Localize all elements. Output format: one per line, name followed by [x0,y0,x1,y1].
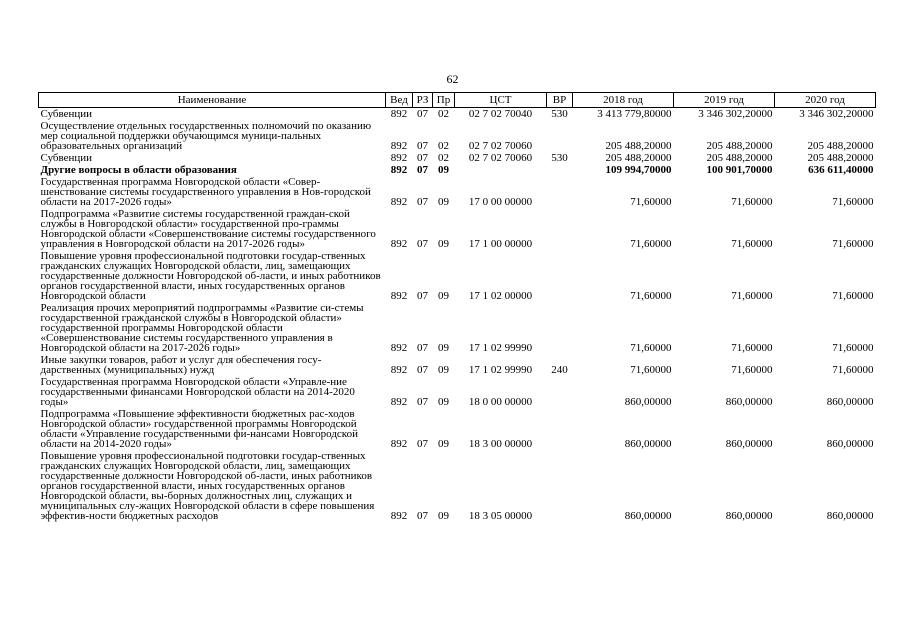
row-rz: 07 [417,108,428,120]
row-rz: 07 [417,396,428,408]
page-number: 62 [446,72,459,86]
table-row [39,450,876,522]
table-row [39,250,876,302]
row-2019: 71,60000 [731,196,773,208]
row-2018: 860,00000 [624,438,672,450]
row-pr: 09 [438,238,449,250]
table-row [39,208,876,250]
row-name: Субвенции [40,152,93,164]
header-2018: 2018 год [573,93,674,108]
row-name: Подпрограмма «Развитие системы государственной граждан-ской службы в Новгородской области» государственной про-граммы Новгородской области «Совершенствование системы государственного управления в Новгородской области на 2017-2026 годы» [40,208,376,250]
row-ved: 892 [390,196,408,208]
row-cst: 17 1 02 99990 [468,364,533,376]
table-row [39,176,876,208]
row-2020: 636 611,40000 [808,164,874,176]
table-row [39,108,876,121]
row-2018: 860,00000 [624,396,672,408]
row-vr [547,408,573,450]
row-pr: 09 [438,396,449,408]
row-2020: 71,60000 [832,238,874,250]
row-name: Реализация прочих мероприятий подпрограммы «Развитие си-стемы государственной гражданской службы в Новгородской области» государственной программы Новгородской области «Совершенствование системы государственного управления в Новгородской области на 2017-2026 годы» [40,302,364,354]
row-ved: 892 [390,364,408,376]
row-2020: 860,00000 [826,396,874,408]
row-rz: 07 [417,164,428,176]
row-name: Повышение уровня профессиональной подготовки государ-ственных гражданских служащих Новгородской области, лиц, замещающих государственные должности Новгородской об-ласти, и иных работников органов государственной власти, иных государственных органов Новгородской области [40,250,381,302]
row-cst [455,164,547,176]
row-ved: 892 [390,238,408,250]
table-row [39,152,876,164]
row-ved: 892 [390,108,408,120]
row-2019: 71,60000 [731,290,773,302]
header-ved: Вед [386,93,413,108]
row-vr [547,164,573,176]
row-2019: 71,60000 [731,238,773,250]
table-row [39,354,876,376]
row-2020: 71,60000 [832,196,874,208]
row-2020: 860,00000 [826,438,874,450]
row-ved: 892 [390,290,408,302]
row-cst: 02 7 02 70060 [468,152,533,164]
row-pr: 02 [438,108,449,120]
row-ved: 892 [390,140,408,152]
row-2018: 71,60000 [630,364,672,376]
row-ved: 892 [390,342,408,354]
header-rz: РЗ [413,93,433,108]
row-2018: 3 413 779,80000 [597,108,672,120]
row-2018: 71,60000 [630,196,672,208]
row-2019: 205 488,20000 [706,140,773,152]
row-rz: 07 [417,290,428,302]
row-2019: 205 488,20000 [706,152,773,164]
row-vr [547,208,573,250]
row-pr: 09 [438,510,449,522]
row-2019: 71,60000 [731,364,773,376]
row-cst: 17 1 02 99990 [468,342,533,354]
row-2019: 860,00000 [725,438,773,450]
header-2020: 2020 год [775,93,876,108]
row-vr: 240 [551,364,568,376]
row-cst: 02 7 02 70040 [468,108,533,120]
row-name: Осуществление отдельных государственных полномочий по оказанию мер социальной поддержки обучающимся муници-пальных образовательных организаций [40,120,372,152]
row-pr: 09 [438,364,449,376]
header-cst: ЦСТ [455,93,547,108]
row-pr: 02 [438,140,449,152]
table-row [39,376,876,408]
row-cst: 18 0 00 00000 [468,396,533,408]
row-2019: 860,00000 [725,510,773,522]
row-name: Субвенции [40,108,93,120]
row-2018: 205 488,20000 [605,152,672,164]
row-name: Государственная программа Новгородской области «Управле-ние государственными финансами Новгородской области на 2014-2020 годы» [40,376,355,408]
row-rz: 07 [417,196,428,208]
row-pr: 09 [438,438,449,450]
row-ved: 892 [390,152,408,164]
table-row [39,120,876,152]
row-rz: 07 [417,364,428,376]
row-rz: 07 [417,238,428,250]
row-2018: 71,60000 [630,342,672,354]
row-2020: 3 346 302,20000 [799,108,874,120]
row-pr: 09 [438,196,449,208]
table-row [39,164,876,176]
row-2020: 205 488,20000 [807,152,874,164]
row-2019: 3 346 302,20000 [698,108,773,120]
row-2019: 860,00000 [725,396,773,408]
row-vr: 530 [551,108,568,120]
row-vr [547,250,573,302]
header-name: Наименование [39,93,386,108]
row-cst: 02 7 02 70060 [468,140,533,152]
row-rz: 07 [417,140,428,152]
row-2018: 860,00000 [624,510,672,522]
row-rz: 07 [417,342,428,354]
header-pr: Пр [433,93,455,108]
row-2018: 71,60000 [630,238,672,250]
row-2020: 71,60000 [832,342,874,354]
row-2020: 71,60000 [832,364,874,376]
row-pr: 09 [438,342,449,354]
row-cst: 17 1 00 00000 [468,238,533,250]
row-name: Подпрограмма «Повышение эффективности бюджетных рас-ходов Новгородской области» государственной программы Новгородской области «Управление государственными фи-нансами Новгородской области на 2014-2020 годы» [40,408,358,450]
row-cst: 17 1 02 00000 [468,290,533,302]
row-ved: 892 [390,510,408,522]
budget-table [38,92,876,522]
row-ved: 892 [390,438,408,450]
row-rz: 07 [417,510,428,522]
row-vr: 530 [551,152,568,164]
header-vr: ВР [547,93,573,108]
row-2018: 109 994,70000 [605,164,672,176]
table-row [39,408,876,450]
row-2019: 71,60000 [731,342,773,354]
row-pr: 09 [438,290,449,302]
row-cst: 18 3 00 00000 [468,438,533,450]
row-2020: 205 488,20000 [807,140,874,152]
row-cst: 18 3 05 00000 [468,510,533,522]
table-row [39,302,876,354]
row-name: Повышение уровня профессиональной подготовки государ-ственных гражданских служащих Новгородской области, лиц, замещающих государственные должности Новгородской об-ласти, иных работников органов государственной власти, иных государственных органов Новгородской области, вы-борных должностных лиц, служащих и муниципальных слу-жащих Новгородской области в сфере повышения эффектив-ности бюджетных расходов [40,450,375,522]
row-pr: 09 [438,164,449,176]
table-body [39,108,876,523]
row-cst: 17 0 00 00000 [468,196,533,208]
row-name: Другие вопросы в области образования [40,164,237,176]
row-2020: 71,60000 [832,290,874,302]
row-vr [547,450,573,522]
row-pr: 02 [438,152,449,164]
row-rz: 07 [417,152,428,164]
row-vr [547,120,573,152]
table-header-row [39,93,876,108]
row-name: Иные закупки товаров, работ и услуг для обеспечения госу-дарственных (муниципальных) нужд [40,354,322,376]
row-2018: 71,60000 [630,290,672,302]
row-vr [547,376,573,408]
row-ved: 892 [390,396,408,408]
row-rz: 07 [417,438,428,450]
row-name: Государственная программа Новгородской области «Совер-шенствование системы государственного управления в Нов-городской области на 2017-2026 годы» [40,176,371,208]
row-2018: 205 488,20000 [605,140,672,152]
row-vr [547,302,573,354]
row-2019: 100 901,70000 [706,164,773,176]
header-2019: 2019 год [674,93,775,108]
row-ved: 892 [390,164,408,176]
row-vr [547,176,573,208]
row-2020: 860,00000 [826,510,874,522]
